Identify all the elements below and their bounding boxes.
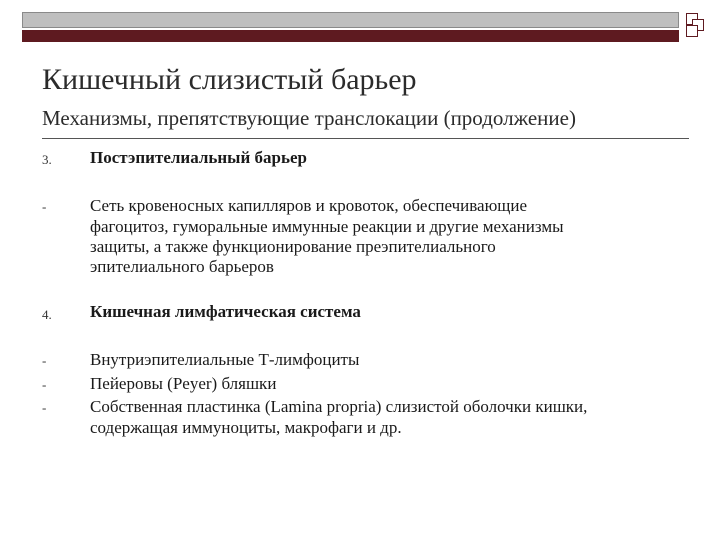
paragraph-line: эпителиального барьеров [90,257,274,276]
paragraph-line: Сеть кровеносных капилляров и кровоток, обеспечивающие [90,196,528,215]
section-heading: Постэпителиальный барьер [90,148,307,167]
corner-square-decoration [686,25,698,37]
header-bar-grey [22,12,679,28]
bullet-dash: - [42,377,47,392]
title-divider [42,138,689,139]
paragraph-line: фагоцитоз, гуморальные иммунные реакции и другие механизмы [90,217,564,236]
list-item: Собственная пластинка (Lamina proprіa) слизистой оболочки кишки, [90,397,588,416]
header-bar-dark [22,30,679,42]
bullet-dash: - [42,199,47,214]
bullet-dash: - [42,400,47,415]
paragraph-line: защиты, а также функционирование преэпителиального [90,237,496,256]
slide-subtitle: Механизмы, препятствующие транслокации (продолжение) [42,106,576,130]
list-item: содержащая иммуноциты, макрофаги и др. [90,418,402,437]
list-item: Пейеровы (Peyer) бляшки [90,374,277,393]
item-number: 4. [42,307,52,322]
bullet-dash: - [42,353,47,368]
slide-title: Кишечный слизистый барьер [42,63,417,96]
item-number: 3. [42,152,52,167]
list-item: Внутриэпителиальные Т-лимфоциты [90,350,360,369]
section-heading: Кишечная лимфатическая система [90,302,361,321]
